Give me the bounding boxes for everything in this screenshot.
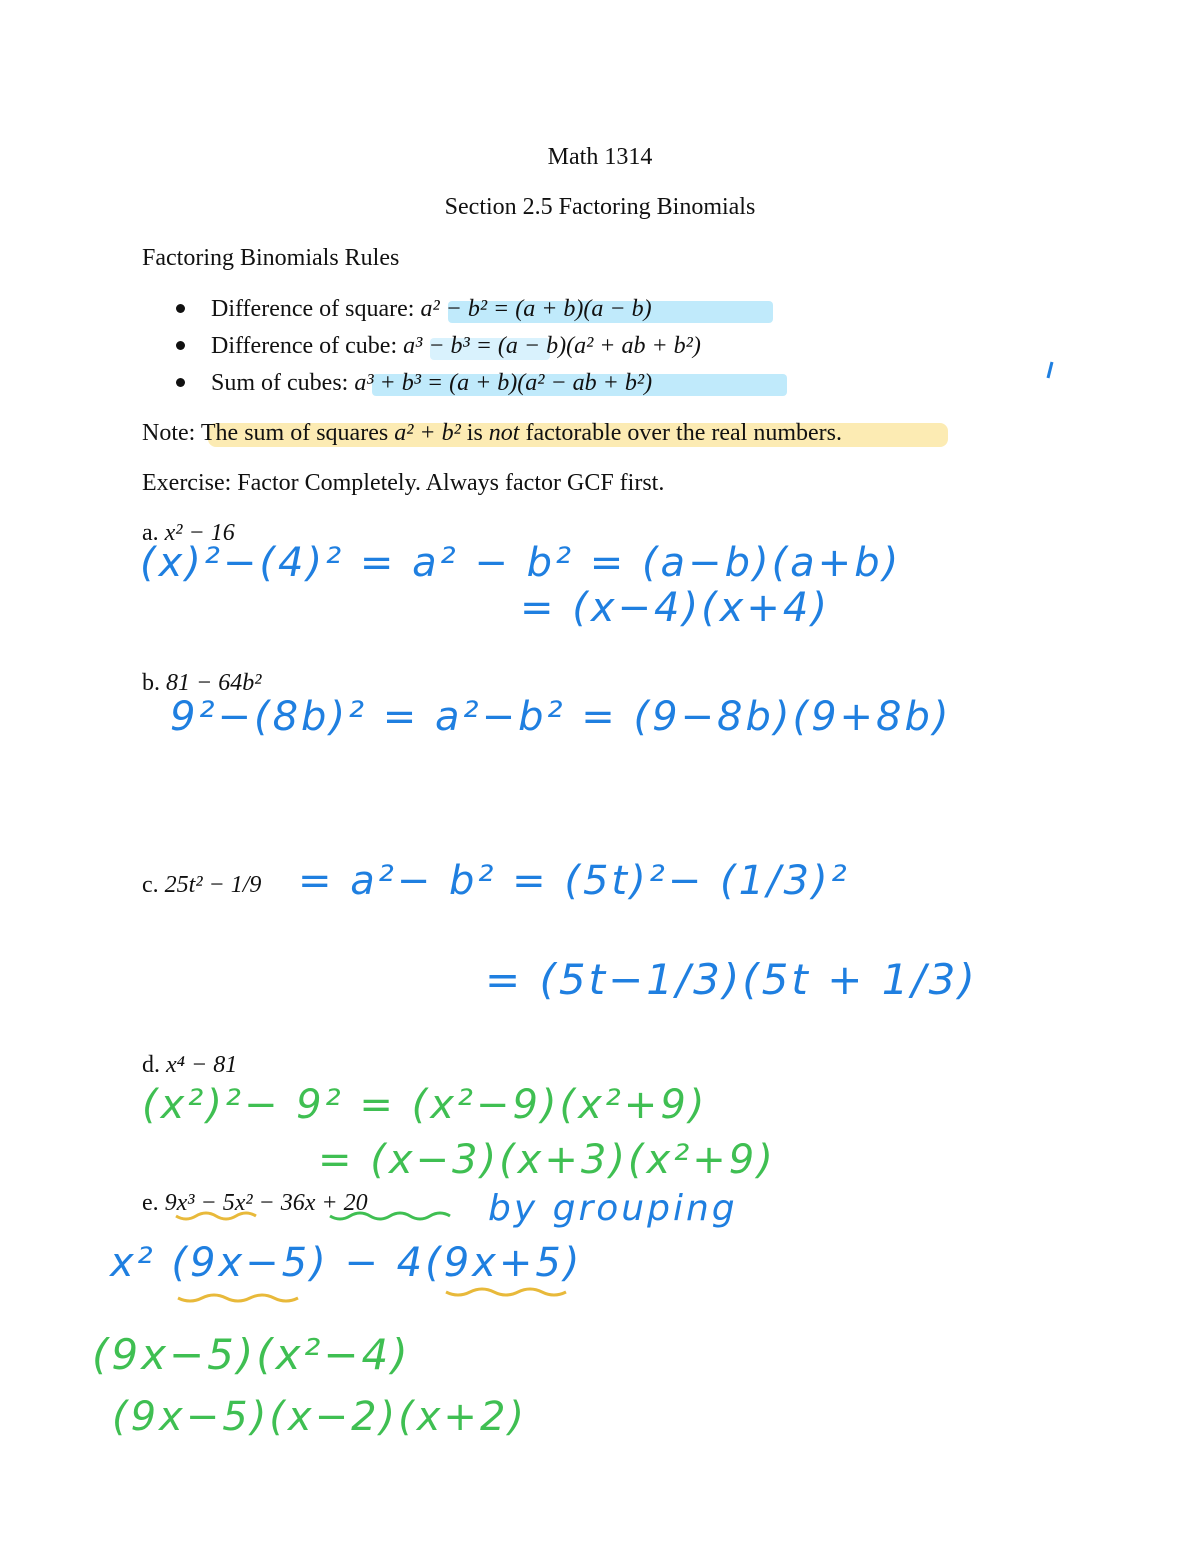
rules-heading: Factoring Binomials Rules bbox=[142, 245, 400, 271]
handwritten-c-line-1: = a²− b² = (5t)²− (1/3)² bbox=[298, 858, 850, 904]
handwritten-e-line-2: (9x−5)(x²−4) bbox=[92, 1330, 411, 1379]
handwritten-a-line-2: = (x−4)(x+4) bbox=[520, 585, 830, 631]
problem-label: e. bbox=[142, 1190, 165, 1216]
problem-label: d. bbox=[142, 1052, 166, 1078]
note-text: factorable over the real numbers. bbox=[519, 420, 842, 446]
note-text: is bbox=[460, 420, 489, 446]
rule-label: Difference of square: bbox=[211, 296, 421, 322]
stray-pen-mark bbox=[1048, 362, 1052, 378]
handwritten-a-line-1: (x)²−(4)² = a² − b² = (a−b)(a+b) bbox=[140, 540, 902, 586]
course-title: Math 1314 bbox=[547, 144, 653, 170]
problem-expression: 9x³ − 5x² − 36x + 20 bbox=[164, 1190, 368, 1216]
handwritten-d-line-2: = (x−3)(x+3)(x²+9) bbox=[318, 1137, 776, 1183]
problem-expression: 81 − 64b² bbox=[166, 670, 262, 696]
underline-squiggle bbox=[330, 1213, 450, 1219]
problem-expression: x⁴ − 81 bbox=[166, 1052, 238, 1078]
rule-label: Sum of cubes: bbox=[211, 370, 355, 396]
handwritten-d-line-1: (x²)²− 9² = (x²−9)(x²+9) bbox=[142, 1082, 708, 1128]
rule-formula: a² − b² = (a + b)(a − b) bbox=[420, 296, 652, 322]
handwritten-c-line-2: = (5t−1/3)(5t + 1/3) bbox=[485, 955, 978, 1004]
handwritten-e-line-1: x² (9x−5) − 4(9x+5) bbox=[110, 1240, 583, 1286]
problem-label: a. bbox=[142, 520, 165, 546]
note-formula: a² + b² bbox=[394, 420, 461, 446]
handwritten-b-line-1: 9²−(8b)² = a²−b² = (9−8b)(9+8b) bbox=[170, 694, 952, 740]
note-prefix: Note: bbox=[142, 420, 201, 446]
problem-expression: x² − 16 bbox=[164, 520, 235, 546]
handwritten-e-line-3: (9x−5)(x−2)(x+2) bbox=[112, 1394, 527, 1440]
note-text: The sum of squares bbox=[200, 420, 395, 446]
underline-squiggle bbox=[446, 1289, 566, 1295]
note-emphasis: not bbox=[488, 420, 520, 446]
rule-formula: a³ + b³ = (a + b)(a² − ab + b²) bbox=[354, 370, 653, 396]
rule-formula: a³ − b³ = (a − b)(a² + ab + b²) bbox=[403, 333, 701, 359]
handwritten-e-note: by grouping bbox=[488, 1188, 738, 1229]
problem-label: b. bbox=[142, 670, 166, 696]
section-title: Section 2.5 Factoring Binomials bbox=[444, 194, 756, 220]
problem-expression: 25t² − 1/9 bbox=[164, 872, 262, 898]
underline-squiggle bbox=[178, 1295, 298, 1301]
exercise-instruction: Exercise: Factor Completely. Always factor GCF first. bbox=[142, 470, 665, 496]
problem-label: c. bbox=[142, 872, 165, 898]
underline-squiggle bbox=[176, 1213, 256, 1219]
rule-label: Difference of cube: bbox=[211, 333, 404, 359]
